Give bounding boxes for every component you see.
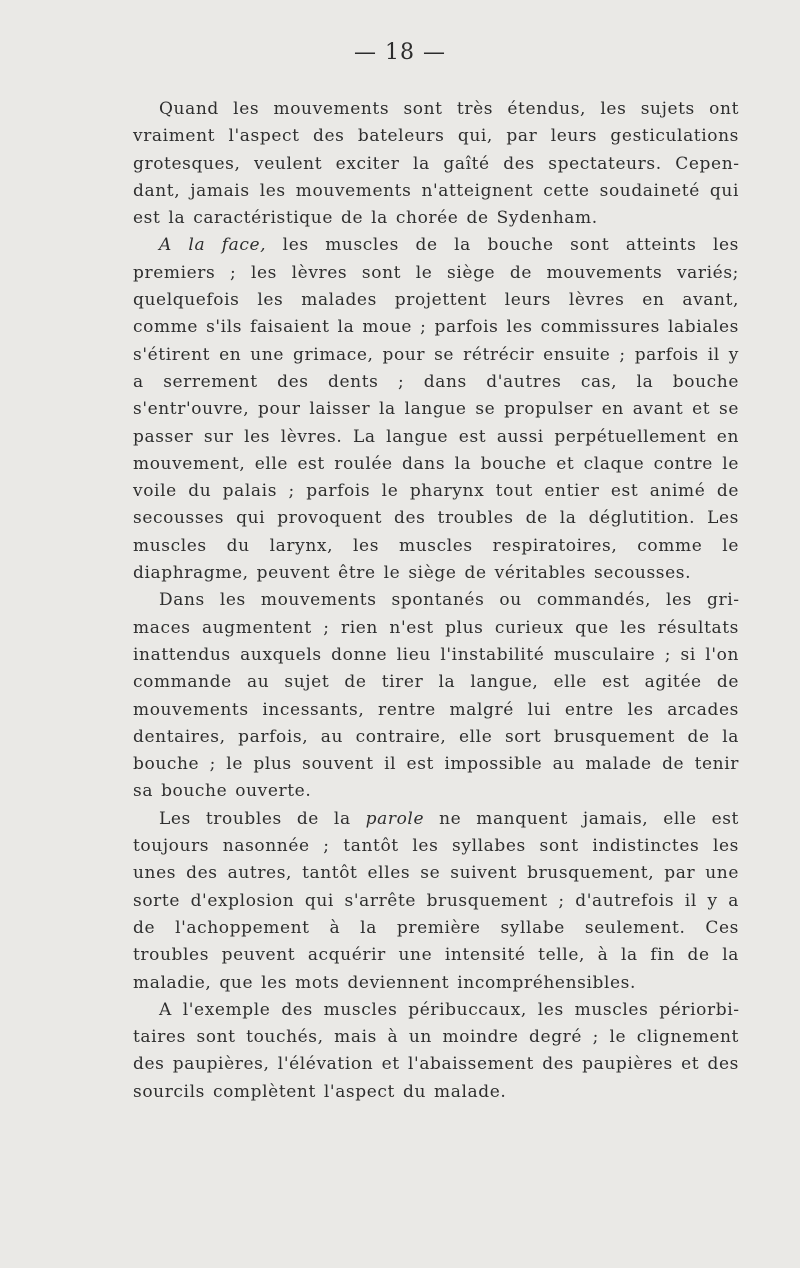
page-number: — 18 — bbox=[354, 40, 446, 65]
paragraph-4 bbox=[133, 806, 739, 997]
italic-lead-a-la-face: A la face, bbox=[159, 235, 267, 256]
body-text bbox=[133, 96, 739, 1106]
paragraph-4-lead: Les troubles de la bbox=[159, 808, 366, 829]
paragraph-4-text: ne manquent jamais, elle est toujours nasonnée ; tantôt les syllabes sont indistinctes les unes des autres, tantôt elles se suivent brusquement, par une sorte d'explosion qui s'arrête brusquement ; d'autrefois il y a de l'achoppement à la première syllabe seulement. Ces troubles peuvent acquérir une intensité telle, à la fin de la maladie, que les mots deviennent incompréhensibles. bbox=[133, 808, 739, 993]
paragraph-3: Dans les mouvements spontanés ou commandés, les grimaces augmentent ; rien n'est plus curieux que les résultats inattendus auxquels donne lieu l'instabilité musculaire ; si l'on commande au sujet de tirer la langue, elle est agitée de mouvements incessants, rentre malgré lui entre les arcades dentaires, parfois, au contraire, elle sort brusquement de la bouche ; le plus souvent il est impossible au malade de tenir sa bouche ouverte. bbox=[133, 590, 739, 802]
paragraph-5: A l'exemple des muscles péribuccaux, les muscles périorbitaires sont touchés, mais à un moindre degré ; le clignement des paupières, l'élévation et l'abaissement des paupières et des sourcils complètent l'aspect du malade. bbox=[133, 999, 739, 1102]
paragraph-2 bbox=[133, 232, 739, 587]
paragraph-1: Quand les mouvements sont très étendus, les sujets ont vraiment l'aspect des bateleurs qui, par leurs gesticulations grotesques, veulent exciter la gaîté des spectateurs. Cependant, jamais les mouvements n'atteignent cette soudaineté qui est la caractéristique de la chorée de Sydenham. bbox=[133, 99, 739, 229]
paragraph-2-text: les muscles de la bouche sont atteints les premiers ; les lèvres sont le siège de mouvements variés; quelquefois les malades projettent leurs lèvres en avant, comme s'ils faisaient la moue ; parfois les commissures labiales s'étirent en une grimace, pour se rétrécir ensuite ; parfois il y a serrement des dents ; dans d'autres cas, la bouche s'entr'ouvre, pour laisser la langue se propulser en avant et se passer sur les lèvres. La langue est aussi perpétuellement en mouvement, elle est roulée dans la bouche et claque contre le voile du palais ; parfois le pharynx tout entier est animé de secousses qui provoquent des troubles de la déglutition. Les muscles du larynx, les muscles respiratoires, comme le diaphragme, peuvent être le siège de véritables secousses. bbox=[133, 235, 739, 584]
italic-word-parole: parole bbox=[365, 808, 425, 829]
